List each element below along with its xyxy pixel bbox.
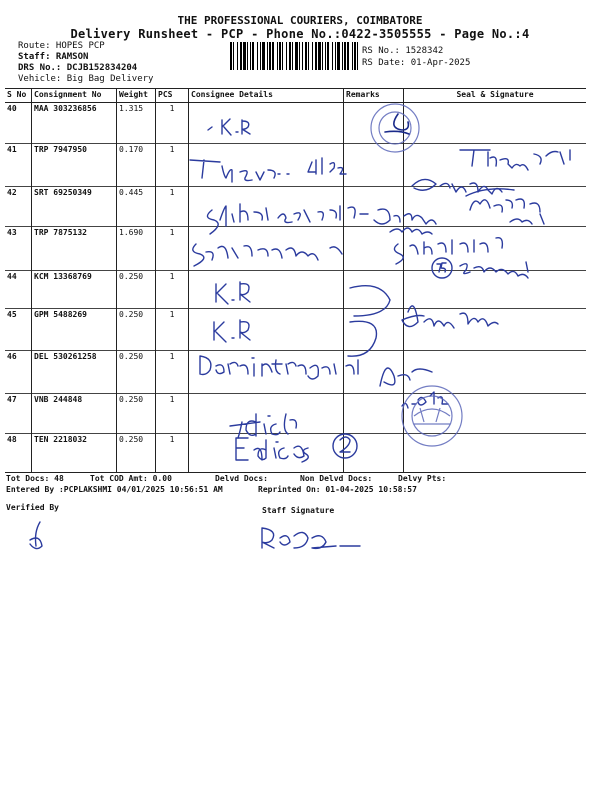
- cell-consignee-details: [189, 271, 344, 309]
- cell-sno: 48: [7, 435, 17, 444]
- cell-weight: 0.250: [117, 271, 156, 309]
- cell-consignee-details: [189, 144, 344, 187]
- cell-sno: 47: [7, 395, 17, 404]
- rs-date: RS Date: 01-Apr-2025: [362, 58, 471, 68]
- cell-seal-signature: [404, 434, 587, 473]
- staff-label: Staff: RAMSON: [18, 52, 89, 62]
- cell-sno: 41: [7, 145, 17, 154]
- table-row: [5, 434, 586, 473]
- cell-seal-signature: [404, 309, 587, 351]
- cell-weight: 0.250: [117, 309, 156, 351]
- cell-pcs: 1: [156, 309, 189, 351]
- col-consignee-details: Consignee Details: [189, 89, 344, 103]
- cell-consignment: TRP 7947950: [32, 144, 117, 187]
- delivery-points: Delvy Pts:: [398, 474, 447, 483]
- col-consignment: Consignment No: [32, 89, 117, 103]
- cell-weight: 0.445: [117, 187, 156, 227]
- cell-remarks: [344, 103, 404, 144]
- cell-pcs: 1: [156, 103, 189, 144]
- verified-by-label: Verified By: [6, 503, 59, 512]
- entered-by: Entered By :PCPLAKSHMI 04/01/2025 10:56:51 AM: [6, 485, 223, 494]
- cell-remarks: [344, 144, 404, 187]
- cell-sno: 42: [7, 188, 17, 197]
- cell-consignment: GPM 5488269: [32, 309, 117, 351]
- table-row: [5, 309, 586, 351]
- cell-remarks: [344, 227, 404, 271]
- cell-pcs: 1: [156, 351, 189, 394]
- cell-weight: 1.315: [117, 103, 156, 144]
- cell-sno: 44: [7, 272, 17, 281]
- cell-pcs: 1: [156, 394, 189, 434]
- cell-pcs: 1: [156, 271, 189, 309]
- drs-number: DRS No.: DCJB152834204: [18, 63, 138, 73]
- table-row: [5, 271, 586, 309]
- cell-seal-signature: [404, 187, 587, 227]
- cell-weight: 0.250: [117, 351, 156, 394]
- staff-signature: [262, 528, 360, 548]
- cell-pcs: 1: [156, 434, 189, 473]
- table-row: [5, 103, 586, 144]
- runsheet-subtitle: Delivery Runsheet - PCP - Phone No.:0422-3505555 - Page No.:4: [70, 27, 530, 41]
- table-row: [5, 351, 586, 394]
- cell-consignee-details: [189, 351, 344, 394]
- company-title: THE PROFESSIONAL COURIERS, COIMBATORE: [177, 14, 423, 27]
- col-sno: S No: [7, 90, 27, 99]
- vehicle-label: Vehicle: Big Bag Delivery: [18, 74, 154, 84]
- cell-seal-signature: [404, 351, 587, 394]
- cell-consignment: VNB 244848: [32, 394, 117, 434]
- cell-remarks: [344, 434, 404, 473]
- cell-consignment: DEL 530261258: [32, 351, 117, 394]
- cell-weight: 0.170: [117, 144, 156, 187]
- table-row: [5, 227, 586, 271]
- barcode-image: [230, 42, 360, 70]
- cell-remarks: [344, 309, 404, 351]
- cell-pcs: 1: [156, 144, 189, 187]
- cell-pcs: 1: [156, 187, 189, 227]
- non-delivered-docs: Non Delvd Docs:: [300, 474, 373, 483]
- cell-sno: 46: [7, 352, 17, 361]
- cell-remarks: [344, 394, 404, 434]
- staff-signature-label: Staff Signature: [262, 506, 335, 515]
- cell-consignee-details: [189, 187, 344, 227]
- cell-sno: 43: [7, 228, 17, 237]
- cell-remarks: [344, 271, 404, 309]
- reprinted-on: Reprinted On: 01-04-2025 10:58:57: [258, 485, 417, 494]
- cell-weight: 1.690: [117, 227, 156, 271]
- runsheet-table: [5, 88, 586, 473]
- table-row: [5, 394, 586, 434]
- cell-weight: 0.250: [117, 394, 156, 434]
- cell-consignee-details: [189, 394, 344, 434]
- cell-consignee-details: [189, 309, 344, 351]
- table-row: [5, 187, 586, 227]
- table-row: [5, 144, 586, 187]
- cell-seal-signature: [404, 103, 587, 144]
- cell-sno: 45: [7, 310, 17, 319]
- table-header-row: [5, 89, 586, 103]
- cell-consignment: TEN 2218032: [32, 434, 117, 473]
- verified-by-signature: [30, 522, 42, 549]
- cell-seal-signature: [404, 271, 587, 309]
- cell-remarks: [344, 187, 404, 227]
- cell-seal-signature: [404, 227, 587, 271]
- cell-sno: 40: [7, 104, 17, 113]
- cell-consignment: TRP 7875132: [32, 227, 117, 271]
- col-remarks: Remarks: [344, 89, 404, 103]
- cell-consignee-details: [189, 227, 344, 271]
- cell-pcs: 1: [156, 227, 189, 271]
- total-cod: Tot COD Amt: 0.00: [90, 474, 172, 483]
- route-label: Route: HOPES PCP: [18, 41, 105, 51]
- cell-remarks: [344, 351, 404, 394]
- rs-number: RS No.: 1528342: [362, 46, 444, 56]
- cell-consignment: MAA 303236856: [32, 103, 117, 144]
- cell-consignment: KCM 13368769: [32, 271, 117, 309]
- col-weight: Weight: [117, 89, 156, 103]
- delivered-docs: Delvd Docs:: [215, 474, 268, 483]
- cell-seal-signature: [404, 144, 587, 187]
- cell-consignee-details: [189, 103, 344, 144]
- cell-seal-signature: [404, 394, 587, 434]
- cell-consignment: SRT 69250349: [32, 187, 117, 227]
- total-docs: Tot Docs: 48: [6, 474, 64, 483]
- cell-consignee-details: [189, 434, 344, 473]
- col-pcs: PCS: [156, 89, 189, 103]
- cell-weight: 0.250: [117, 434, 156, 473]
- col-seal-signature: Seal & Signature: [404, 89, 587, 103]
